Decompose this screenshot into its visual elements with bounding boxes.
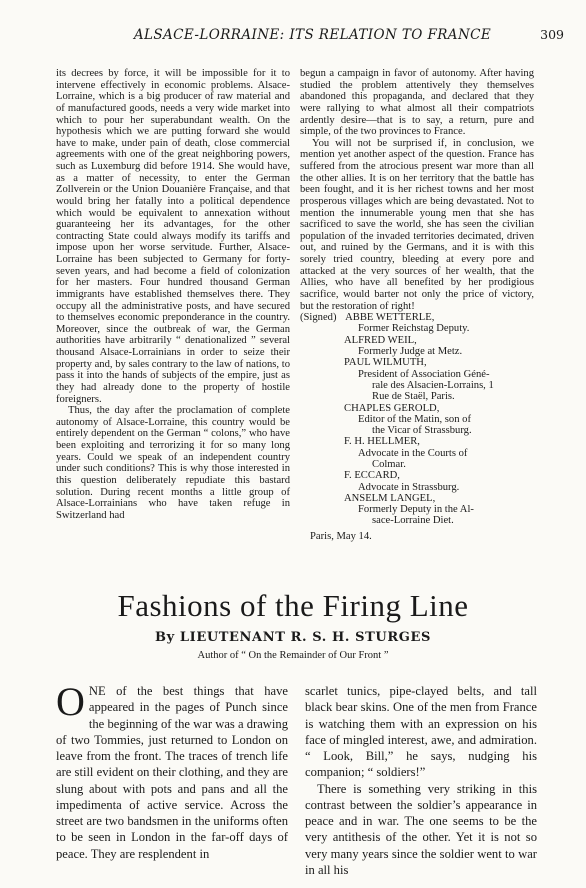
left-paragraph-2: Thus, the day after the proclamation of complete autonomy of Alsace-Lorraine, this country would be entirely dependent on the German “ colons,” who have been exploiting and terrorizing it for so many long years. Could we speak of an independent country under such conditions? This is why those interested in this question deliberately repudiate this bastard solution. During recent months a little group of Alsace-Lorrainians who have taken refuge in Switzerland had <box>56 405 290 521</box>
signatory-detail: sace-Lorraine Diet. <box>372 515 454 527</box>
article-right-column <box>305 683 537 878</box>
dateline: Paris, May 14. <box>310 530 372 542</box>
article-left-column <box>56 679 288 862</box>
signatory-detail: Former Reichstag Deputy. <box>358 323 470 335</box>
left-paragraph-1: its decrees by force, it will be impossible for it to intervene effectively in economic problems. Alsace-Lorraine, which is a big producer of raw material and of manufactured goods, needs a very wide market into which to pour her superabundant wealth. On the hypothesis which we are putting forward she would have to make, under pain of death, close commercial agreements with one of the great neighboring powers, such as Luxemburg did before 1914. She would have, as a matter of necessity, to enter the German Zollverein or the Union Douanière Française, and that would bring her fatally into a political dependence which would be equivalent to annexation without guaranteeing her its advantages, for the other contracting State could always modify its tariffs and impose upon her worse servitude. Further, Alsace-Lorraine has been subjected to Germany for forty-seven years, and had become a field of colonization for her masters. Four hundred thousand German immigrants have established themselves there. They occupy all the administrative posts, and have secured to themselves economic preponderance in the country. Moreover, since the outbreak of war, the German authorities have arbitrarily “ denationalized ” several thousand Alsace-Lorrainians in order to seize their property and, by sales contrary to the law of nations, to pass it into the hands of subjects of the empire, just as they had already done to the property of hostile foreigners. <box>56 68 290 405</box>
signatory-detail: Formerly Deputy in the Al- <box>358 504 474 516</box>
signatory-name: ABBE WETTERLE, <box>345 312 435 324</box>
signed-label: (Signed) <box>300 312 337 324</box>
right-paragraph-1: begun a campaign in favor of autonomy. After having studied the problem attentively they themselves abandoned this propaganda, and declared that they were rallying to what almost all their compatriots ardently desire—that is to say, a return, pure and simple, of the two provinces to France. <box>300 68 534 138</box>
signatory-detail: the Vicar of Strassburg. <box>372 425 472 437</box>
signatory-detail: Advocate in Strassburg. <box>358 481 460 493</box>
signatory-name: ALFRED WEIL, <box>344 334 417 346</box>
article-right-paragraph-2: There is something very striking in this contrast between the soldier’s appearance in peace and in war. The one seems to be the very antithesis of the other. Yet it is not so very many years since the soldier went to war in all his <box>305 781 537 877</box>
signatory-name: F. H. HELLMER, <box>344 436 420 448</box>
signatory-detail: Rue de Staël, Paris. <box>372 391 455 403</box>
signatory-detail: rale des Alsacien-Lorrains, 1 <box>372 379 494 391</box>
signatory-detail: Editor of the Matin, son of <box>358 413 471 425</box>
drop-cap: O <box>56 679 85 724</box>
right-paragraph-2: You will not be surprised if, in conclusion, we mention yet another aspect of the question. France has suffered from the atrocious present war more than all the other allies. It is on her territory that the battle has been fought, and it is her richest towns and her most prosperous villages which are being devastated. Not to mention the innumerable young men that she has sacrificed to save the world, she has seen the civilian population of the invaded territories decimated, driven out, and ruined by the Germans, and it is with this sorely tried country, bleeding at every pore and attacked at the very sources of her wealth, that the Allies, who have all benefited by her prodigious sacrifice, would barter not only the price of victory, but the restoration of right! <box>300 137 534 312</box>
article-title: Fashions of the Firing Line <box>117 588 469 623</box>
running-title: ALSACE-LORRAINE: ITS RELATION TO FRANCE <box>133 27 492 43</box>
signatory-detail: President of Association Géné- <box>358 368 490 380</box>
signatory-detail: Advocate in the Courts of <box>358 447 468 459</box>
signatory-name: ANSELM LANGEL, <box>344 492 436 504</box>
signatory-name: CHAPLES GEROLD, <box>344 402 440 414</box>
right-text-column <box>300 68 534 542</box>
signature-block <box>300 312 534 542</box>
signatory-detail: Colmar. <box>372 458 406 470</box>
article-right-paragraph-1: scarlet tunics, pipe-clayed belts, and tall black bear skins. One of the men from France is watching them with an expression on his face of mingled interest, awe, and admiration. “ Look, Bill,” he says, nudging his companion; “ soldiers!” <box>305 684 537 780</box>
page-number: 309 <box>540 27 564 42</box>
signatory-detail: Formerly Judge at Metz. <box>358 346 463 358</box>
signatory-name: PAUL WILMUTH, <box>344 357 427 369</box>
signatory-name: F. ECCARD, <box>344 470 400 482</box>
left-text-column <box>56 68 290 521</box>
article-byline: By LIEUTENANT R. S. H. STURGES <box>155 630 431 645</box>
article-left-text: NE of the best things that have appeared in the pages of Punch since the beginning of the war was a drawing of two Tommies, just returned to London on leave from the front. The traces of trench life are still evident on their clothing, and they are slung about with pots and pans and all the impedimenta of active service. Across the street are two bandsmen in the uniforms often to be seen in London in the far-off days of peace. They are resplendent in <box>56 684 288 861</box>
signatory-row <box>300 312 534 323</box>
author-note: Author of “ On the Remainder of Our Front ” <box>197 650 389 661</box>
